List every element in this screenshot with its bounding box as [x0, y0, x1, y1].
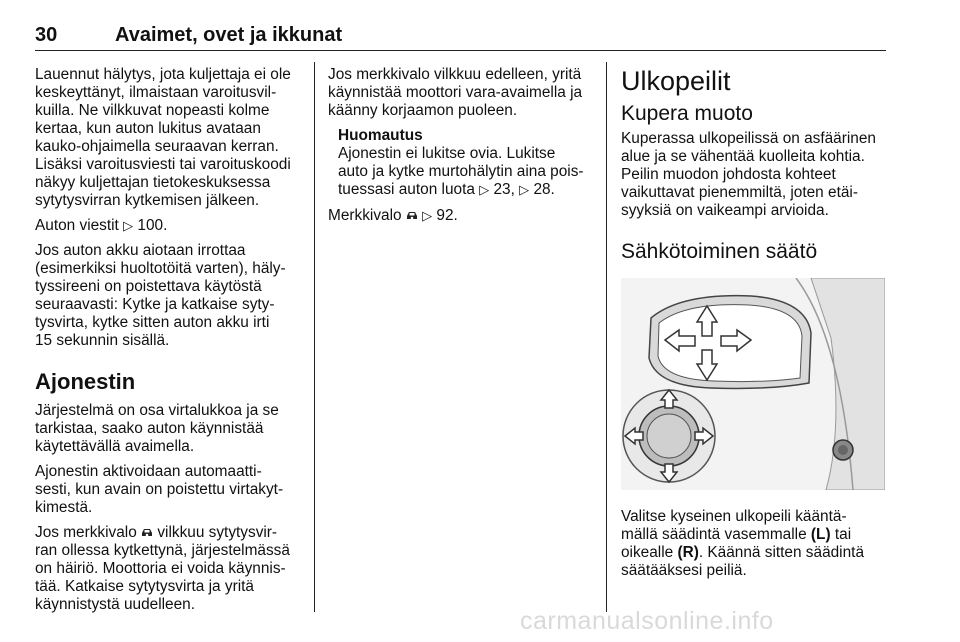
column-divider: [606, 62, 607, 612]
xref-arrow-icon: ▷: [479, 182, 490, 197]
text-line: tuessasi auton luota: [338, 181, 475, 198]
text-line: on häiriö. Moottoria ei voida käynnis-: [35, 560, 286, 577]
mirror-adjust-illustration: [621, 278, 885, 490]
note-box: [338, 127, 590, 199]
paragraph-fault: [35, 524, 300, 614]
text-line: auto ja kytke murtohälytin aina pois-: [338, 163, 584, 180]
text-line: säätääksesi peiliä.: [621, 562, 747, 579]
page-header: [35, 24, 886, 52]
header-divider: [35, 50, 886, 51]
text-line: keskeyttänyt, ilmaistaan varoitusvil-: [35, 84, 277, 101]
page-reference-link[interactable]: 23,: [493, 181, 515, 198]
text-line: vaikuttavat pienemmiltä, joten etäi-: [621, 184, 858, 201]
text-line: Jos merkkivalo: [35, 524, 137, 541]
text-line: (esimerkiksi huoltotöitä varten), häly-: [35, 260, 286, 277]
watermark: carmanualsonline.info: [520, 607, 774, 635]
text-line: Järjestelmä on osa virtalukkoa ja se: [35, 402, 279, 419]
xref-arrow-icon: ▷: [422, 208, 433, 223]
page-number: 30: [35, 24, 58, 46]
column-divider: [314, 62, 315, 612]
subsection-convex: Kupera muoto: [621, 102, 753, 125]
text-line: syyksiä on vaikeampi arvioida.: [621, 202, 829, 219]
paragraph-messages: [35, 217, 300, 235]
text-line: Ajonestin aktivoidaan automaatti-: [35, 463, 262, 480]
column-middle: [328, 66, 590, 232]
text-line: kauko-ohjaimella seuraavan kerran.: [35, 138, 279, 155]
text-line: Kuperassa ulkopeilissä on asfäärinen: [621, 130, 876, 147]
text-line: sesti, kun avain on poistettu virtakyt-: [35, 481, 284, 498]
paragraph-system: [35, 402, 300, 456]
car-key-icon: [141, 527, 153, 538]
label-right: (R): [677, 544, 699, 561]
text-line: tyssireeni on poistettava käytöstä: [35, 278, 262, 295]
text-line: kuilla. Ne vilkkuvat nopeasti kolme: [35, 102, 270, 119]
page-reference-link[interactable]: 28.: [533, 181, 555, 198]
paragraph-spare-key: [328, 66, 590, 120]
text-line: ran ollessa kytkettynä, järjestelmässä: [35, 542, 290, 559]
text-line: käytettävällä avaimella.: [35, 438, 195, 455]
mirror-diagram: [621, 278, 885, 490]
text-line: tysvirta, kytke sitten auton akku irti: [35, 314, 270, 331]
paragraph-battery: [35, 242, 300, 350]
text-line: tää. Katkaise sytytysvirta ja yritä: [35, 578, 254, 595]
text-line: tarkistaa, saako auton käynnistää: [35, 420, 264, 437]
text-line: käynnistää moottori vara-avaimella ja: [328, 84, 583, 101]
text-line: näkyy kuljettajan tietokeskuksessa: [35, 174, 271, 191]
page-reference-link[interactable]: 92.: [436, 207, 458, 224]
note-title: Huomautus: [338, 127, 423, 144]
text-line: Merkkivalo: [328, 207, 402, 224]
xref-arrow-icon: ▷: [519, 182, 530, 197]
column-right: [621, 66, 886, 587]
text-line: mällä säädintä vasemmalle: [621, 526, 807, 543]
chapter-title: Avaimet, ovet ja ikkunat: [115, 24, 343, 46]
paragraph-select-mirror: [621, 508, 886, 580]
label-left: (L): [810, 526, 831, 543]
text-line: Lauennut hälytys, jota kuljettaja ei ole: [35, 66, 291, 83]
xref-arrow-icon: ▷: [123, 218, 134, 233]
text-line: alue ja se vähentää kuolleita kohtia.: [621, 148, 865, 165]
car-key-icon: [406, 210, 418, 221]
paragraph-alarm: [35, 66, 300, 210]
text-line: Lisäksi varoitusviesti tai varoituskoodi: [35, 156, 291, 173]
paragraph-convex: [621, 130, 886, 220]
text-line: 15 sekunnin sisällä.: [35, 332, 170, 349]
paragraph-indicator: [328, 207, 590, 225]
page-reference-link[interactable]: 100.: [137, 217, 168, 234]
section-title-mirrors: Ulkopeilit: [621, 66, 731, 96]
text-line: seuraavasti: Kytke ja katkaise syty-: [35, 296, 275, 313]
text-line: Ajonestin ei lukitse ovia. Lukitse: [338, 145, 556, 162]
section-heading-immobiliser: Ajonestin: [35, 369, 136, 394]
column-left: [35, 66, 300, 621]
text-line: Valitse kyseinen ulkopeili kääntä-: [621, 508, 847, 525]
text-line: tai: [834, 526, 852, 543]
text-line: kimestä.: [35, 499, 93, 516]
text-line: käänny korjaamon puoleen.: [328, 102, 518, 119]
paragraph-activation: [35, 463, 300, 517]
text-line: Peilin muodon johdosta kohteet: [621, 166, 836, 183]
text-line: vilkkuu sytytysvir-: [157, 524, 278, 541]
text-line: Jos merkkivalo vilkkuu edelleen, yritä: [328, 66, 582, 83]
text-line: oikealle: [621, 544, 674, 561]
text-line: . Käännä sitten säädintä: [698, 544, 865, 561]
text-line: sytytysvirran kytkemisen jälkeen.: [35, 192, 260, 209]
subsection-electric: Sähkötoiminen säätö: [621, 240, 818, 263]
text-line: käynnistystä uudelleen.: [35, 596, 195, 613]
text-line: Jos auton akku aiotaan irrottaa: [35, 242, 246, 259]
text-line: Auton viestit: [35, 217, 119, 234]
text-line: kertaa, kun auton lukitus avataan: [35, 120, 261, 137]
